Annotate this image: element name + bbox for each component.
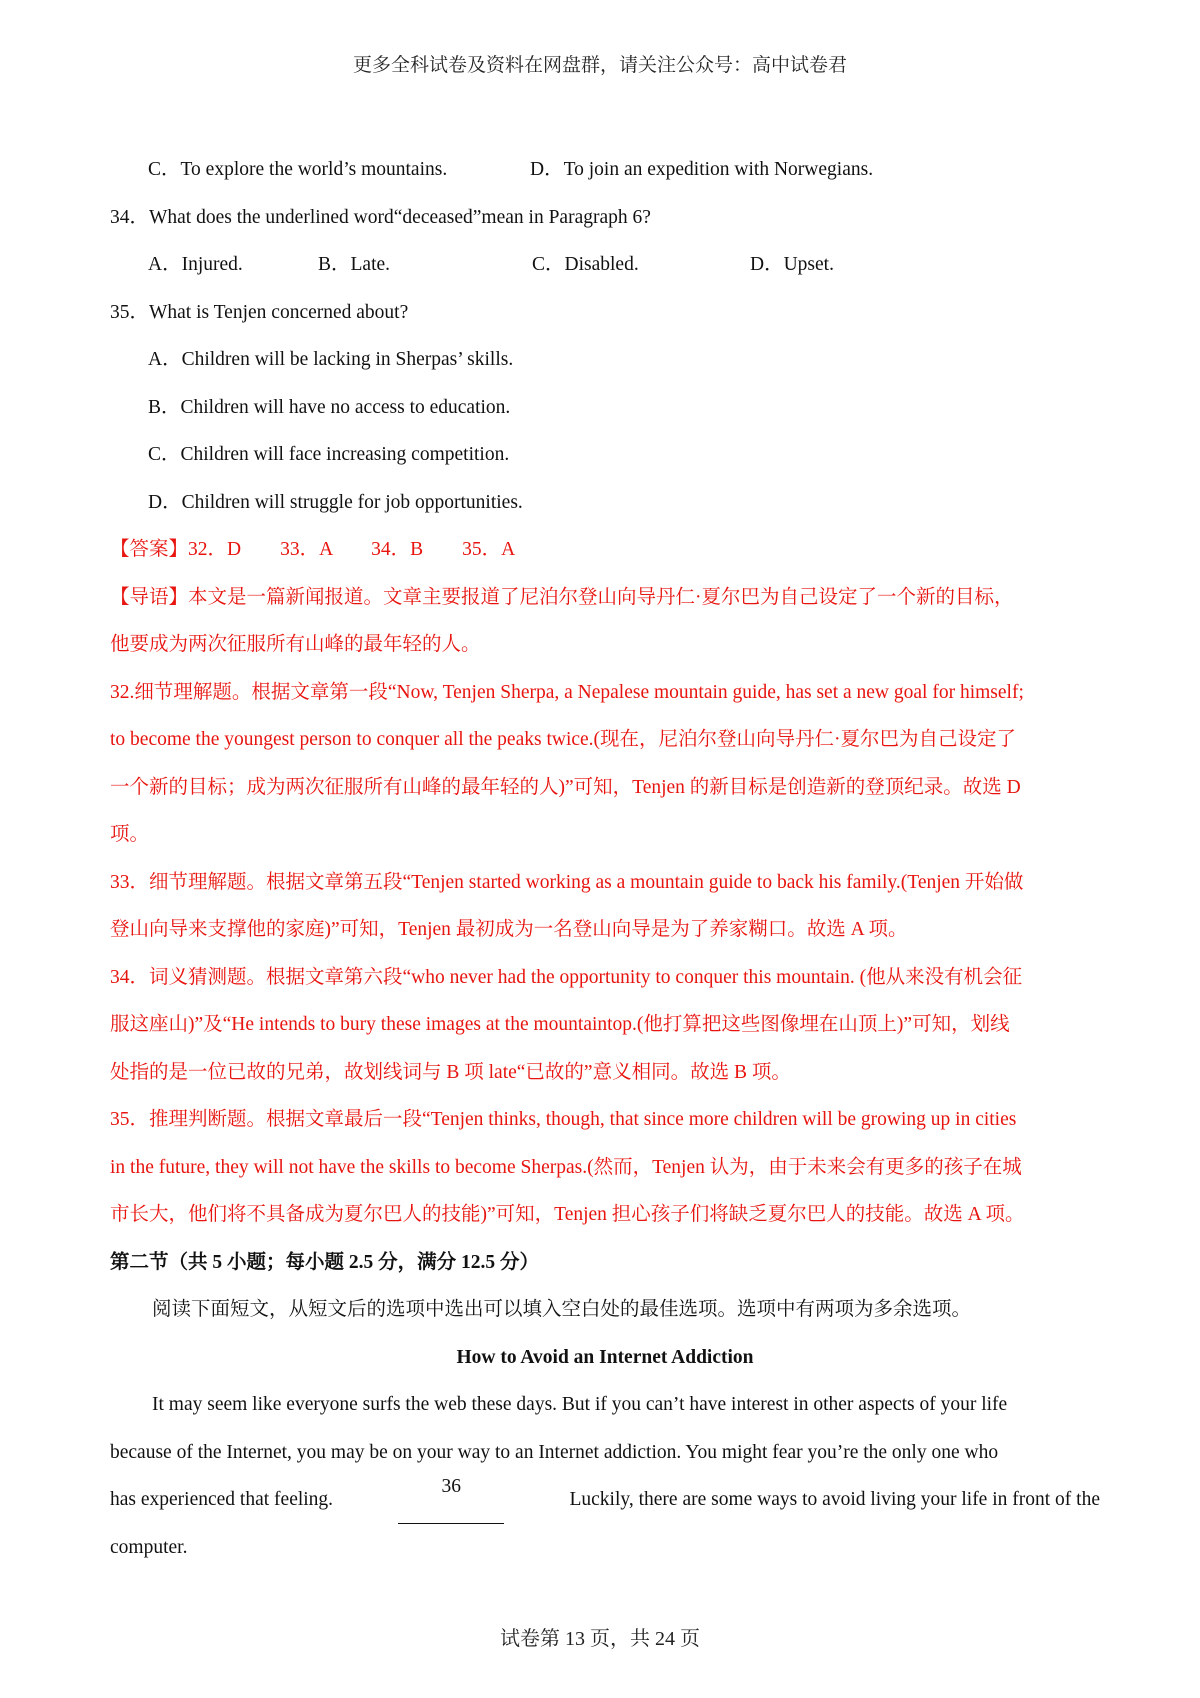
- guide-line-2: 他要成为两次征服所有山峰的最年轻的人。: [110, 634, 481, 655]
- q35-option-a: A．Children will be lacking in Sherpas’ skills.: [148, 349, 514, 370]
- q34-option-a: A．Injured.: [148, 254, 243, 275]
- page-header: 更多全科试卷及资料在网盘群，请关注公众号：高中试卷君: [352, 55, 847, 76]
- passage-line-3-end: Luckily, there are some ways to avoid living your life in front of the: [569, 1489, 1100, 1510]
- q35-stem: 35．What is Tenjen concerned about?: [110, 301, 409, 323]
- explanation-33-line-1: 33．细节理解题。根据文章第五段“Tenjen started working as a mountain guide to back his family.(Tenjen 开始做: [110, 871, 1024, 893]
- explanation-35-line-1: 35．推理判断题。根据文章最后一段“Tenjen thinks, though, that since more children will be growing up in cities: [110, 1109, 1017, 1130]
- q33-option-c: C．To explore the world’s mountains.: [148, 159, 448, 180]
- explanation-35-line-2: in the future, they will not have the skills to become Sherpas.(然而，Tenjen 认为，由于未来会有更多的孩子在城: [110, 1156, 1022, 1178]
- passage-line-3-start: has experienced that feeling.: [110, 1489, 334, 1510]
- explanation-32-line-1: 32.细节理解题。根据文章第一段“Now, Tenjen Sherpa, a Nepalese mountain guide, has set a new goal for himself;: [110, 681, 1024, 703]
- passage-title: How to Avoid an Internet Addiction: [456, 1346, 754, 1368]
- q34-option-c: C．Disabled.: [532, 254, 639, 275]
- passage-line-3: [110, 1476, 1100, 1524]
- q35-option-c: C．Children will face increasing competition.: [148, 444, 510, 465]
- q34-stem: 34．What does the underlined word“deceased”mean in Paragraph 6?: [110, 206, 651, 228]
- section-2-instruction: 阅读下面短文，从短文后的选项中选出可以填入空白处的最佳选项。选项中有两项为多余选项。: [152, 1299, 972, 1320]
- page-content: [110, 146, 1100, 1571]
- passage-line-4: computer.: [110, 1536, 188, 1558]
- passage-line-2: because of the Internet, you may be on your way to an Internet addiction. You might fear you’re the only one who: [110, 1441, 999, 1463]
- passage-line-1: It may seem like everyone surfs the web these days. But if you can’t have interest in other aspects of your life: [152, 1394, 1008, 1415]
- explanation-32-line-3: 一个新的目标；成为两次征服所有山峰的最年轻的人)”可知，Tenjen 的新目标是创造新的登顶纪录。故选 D: [110, 776, 1021, 798]
- q35-option-b: B．Children will have no access to education.: [148, 396, 511, 418]
- explanation-35-line-3: 市长大，他们将不具备成为夏尔巴人的技能)”可知，Tenjen 担心孩子们将缺乏夏尔巴人的技能。故选 A 项。: [110, 1204, 1025, 1225]
- explanation-33-line-2: 登山向导来支撑他的家庭)”可知，Tenjen 最初成为一名登山向导是为了养家糊口。故选 A 项。: [110, 919, 908, 940]
- q33-options-cd: [110, 146, 1100, 194]
- q35-option-d: D．Children will struggle for job opportunities.: [148, 491, 523, 513]
- guide-line-1: 【导语】本文是一篇新闻报道。文章主要报道了尼泊尔登山向导丹仁·夏尔巴为自己设定了一个新的目标，: [110, 586, 1014, 608]
- q33-option-d: D．To join an expedition with Norwegians.: [530, 159, 874, 180]
- answer-key: 【答案】32．D 33．A 34．B 35．A: [110, 539, 516, 560]
- q34-option-b: B．Late.: [318, 254, 391, 275]
- explanation-32-line-2: to become the youngest person to conquer all the peaks twice.(现在，尼泊尔登山向导丹仁·夏尔巴为自己设定了: [110, 729, 1017, 750]
- section-2-heading: 第二节（共 5 小题；每小题 2.5 分，满分 12.5 分）: [110, 1251, 540, 1273]
- explanation-32-line-4: 项。: [110, 824, 150, 845]
- q34-options: [110, 241, 1100, 289]
- explanation-34-line-3: 处指的是一位已故的兄弟，故划线词与 B 项 late“已故的”意义相同。故选 B 项。: [110, 1061, 791, 1083]
- blank-36[interactable]: 36: [398, 1476, 504, 1524]
- page-footer: 试卷第 13 页，共 24 页: [500, 1628, 700, 1650]
- q34-option-d: D．Upset.: [750, 254, 834, 275]
- explanation-34-line-2: 服这座山)”及“He intends to bury these images at the mountaintop.(他打算把这些图像埋在山顶上)”可知，划线: [110, 1014, 1010, 1035]
- explanation-34-line-1: 34．词义猜测题。根据文章第六段“who never had the opportunity to conquer this mountain. (他从来没有机会征: [110, 966, 1023, 988]
